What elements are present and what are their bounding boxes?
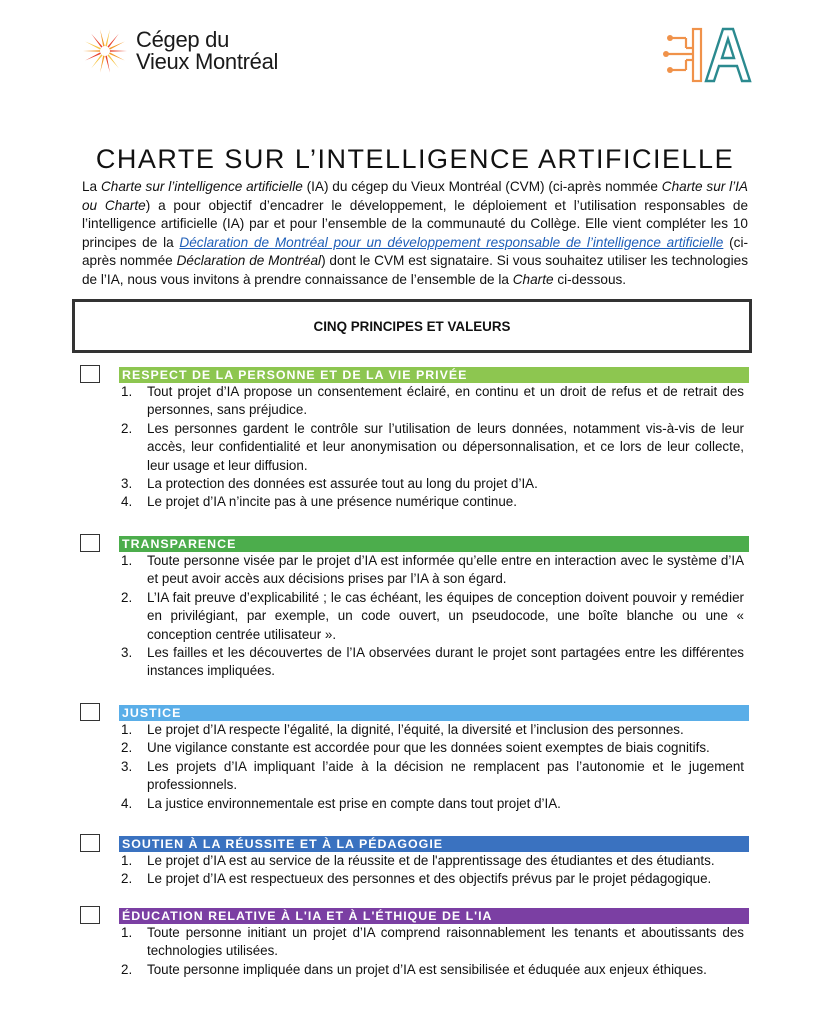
checkbox[interactable] — [80, 703, 100, 721]
checkbox[interactable] — [80, 365, 100, 383]
item-number: 4. — [121, 494, 133, 510]
sunburst-ray — [105, 30, 110, 47]
list-item — [121, 852, 744, 870]
item-text: Une vigilance constante est accordée pour que les données soient exemptes de biais cognitifs. — [147, 740, 710, 756]
item-number: 2. — [121, 740, 133, 756]
list-item — [121, 961, 744, 979]
item-list — [121, 721, 744, 813]
list-item — [121, 552, 744, 589]
item-number: 4. — [121, 795, 133, 811]
principles-title: CINQ PRINCIPES ET VALEURS — [313, 318, 511, 334]
section-heading: ÉDUCATION RELATIVE À L'IA ET À L'ÉTHIQUE DE L'IA — [119, 908, 749, 924]
item-text: Le projet d’IA est au service de la réussite et de l'apprentissage des étudiantes et des étudiants. — [147, 853, 715, 868]
item-text: Toute personne visée par le projet d’IA est informée qu’elle entre en interaction avec le système d’IA et peut avoir accès aux décisions prises par l’IA à son égard. — [147, 553, 744, 587]
section-heading: RESPECT DE LA PERSONNE ET DE LA VIE PRIVÉE — [119, 367, 749, 383]
sunburst-ray — [110, 50, 127, 52]
list-item — [121, 870, 744, 888]
item-number: 3. — [121, 758, 133, 774]
list-item — [121, 795, 744, 813]
document-title: CHARTE SUR L’INTELLIGENCE ARTIFICIELLE — [95, 144, 735, 175]
item-text: Tout projet d’IA propose un consentement éclairé, en continu et un droit de refus et de retrait des personnes, sans préjudice. — [147, 384, 744, 418]
list-item — [121, 924, 744, 961]
item-text: Toute personne impliquée dans un projet d’IA est sensibilisée et éduquée aux enjeux éthiques. — [147, 961, 707, 977]
item-text: La protection des données est assurée tout au long du projet d’IA. — [147, 476, 538, 492]
section-heading: JUSTICE — [119, 705, 749, 721]
cegep-logo — [80, 26, 278, 76]
checkbox[interactable] — [80, 906, 100, 924]
item-number: 1. — [121, 722, 133, 737]
sunburst-logo-icon — [80, 26, 130, 76]
item-number: 1. — [121, 384, 133, 399]
item-number: 3. — [121, 645, 133, 661]
list-item — [121, 758, 744, 795]
list-item — [121, 721, 744, 739]
principles-title-box — [72, 299, 752, 353]
sunburst-ray — [83, 50, 100, 52]
checkbox[interactable] — [80, 834, 100, 852]
item-text: Toute personne initiant un projet d’IA comprend raisonnablement les tenants et aboutissants des technologies utilisées. — [147, 925, 744, 959]
ia-circuit-logo-icon — [662, 22, 768, 88]
cegep-logo-line2: Vieux Montréal — [136, 49, 279, 74]
item-list — [121, 852, 744, 889]
list-item — [121, 475, 744, 493]
item-number: 1. — [121, 553, 133, 568]
list-item — [121, 589, 744, 644]
item-text: L’IA fait preuve d’explicabilité ; le cas échéant, les équipes de conception doivent pouvoir y remédier en privilégiant, par exemple, un code ouvert, un pseudocode, une boîte blanche ou une « conception centrée utilisateur ». — [147, 589, 744, 642]
item-list — [121, 552, 744, 681]
item-number: 3. — [121, 476, 133, 492]
item-number: 1. — [121, 925, 133, 940]
list-item — [121, 644, 744, 681]
item-number: 1. — [121, 853, 133, 868]
item-text: Les failles et les découvertes de l’IA observées durant le projet sont partagées entre les différentes instances impliquées. — [147, 645, 744, 679]
list-item — [121, 493, 744, 511]
item-text: Le projet d’IA respecte l’égalité, la dignité, l’équité, la diversité et l’inclusion des personnes. — [147, 722, 684, 737]
sunburst-ray — [100, 56, 105, 73]
checkbox[interactable] — [80, 534, 100, 552]
list-item — [121, 383, 744, 420]
cegep-logo-line1: Cégep du — [136, 27, 230, 52]
intro-paragraph: La Charte sur l’intelligence artificielle (IA) du cégep du Vieux Montréal (CVM) (ci-après nommée Charte sur l’IA ou Charte) a pour objectif d’encadrer le développement, le déploiement et l’utilisation responsables de l’intelligence artificielle (IA) par et pour l’ensemble de la communauté du Collège. Elle vient compléter les 10 principes de la Déclaration de Montréal pour un développement responsable de l’intelligence artificielle (ci-après nommée Déclaration de Montréal) dont le CVM est signataire. Si vous souhaitez utiliser les technologies de l’IA, nous vous invitons à prendre connaissance de l’ensemble de la Charte ci-dessous. — [82, 179, 749, 287]
section-heading: TRANSPARENCE — [119, 536, 749, 552]
section-heading: SOUTIEN À LA RÉUSSITE ET À LA PÉDAGOGIE — [119, 836, 749, 852]
item-number: 2. — [121, 589, 133, 605]
sunburst-ray — [100, 30, 105, 47]
item-number: 2. — [121, 420, 133, 436]
item-number: 2. — [121, 871, 133, 887]
item-list — [121, 924, 744, 979]
item-number: 2. — [121, 961, 133, 977]
item-text: Le projet d’IA est respectueux des personnes et des objectifs prévus par le projet pédagogique. — [147, 871, 712, 887]
item-text: Les personnes gardent le contrôle sur l’utilisation de leurs données, notamment vis-à-vis de leur accès, leur confidentialité et leur anonymisation ou dépersonnalisation, et ce lors de leur collecte, leur usage et leur diffusion. — [147, 420, 744, 473]
list-item — [121, 739, 744, 757]
item-text: Les projets d’IA impliquant l’aide à la décision ne remplacent pas l’autonomie et le jugement professionnels. — [147, 758, 744, 793]
item-text: La justice environnementale est prise en compte dans tout projet d’IA. — [147, 795, 561, 811]
sunburst-ray — [105, 56, 110, 73]
ia-logo — [662, 22, 768, 93]
item-list — [121, 383, 744, 512]
item-text: Le projet d’IA n’incite pas à une présence numérique continue. — [147, 494, 517, 510]
declaration-montreal-link[interactable]: Déclaration de Montréal pour un développement responsable de l’intelligence artificielle — [179, 234, 724, 250]
list-item — [121, 420, 744, 475]
